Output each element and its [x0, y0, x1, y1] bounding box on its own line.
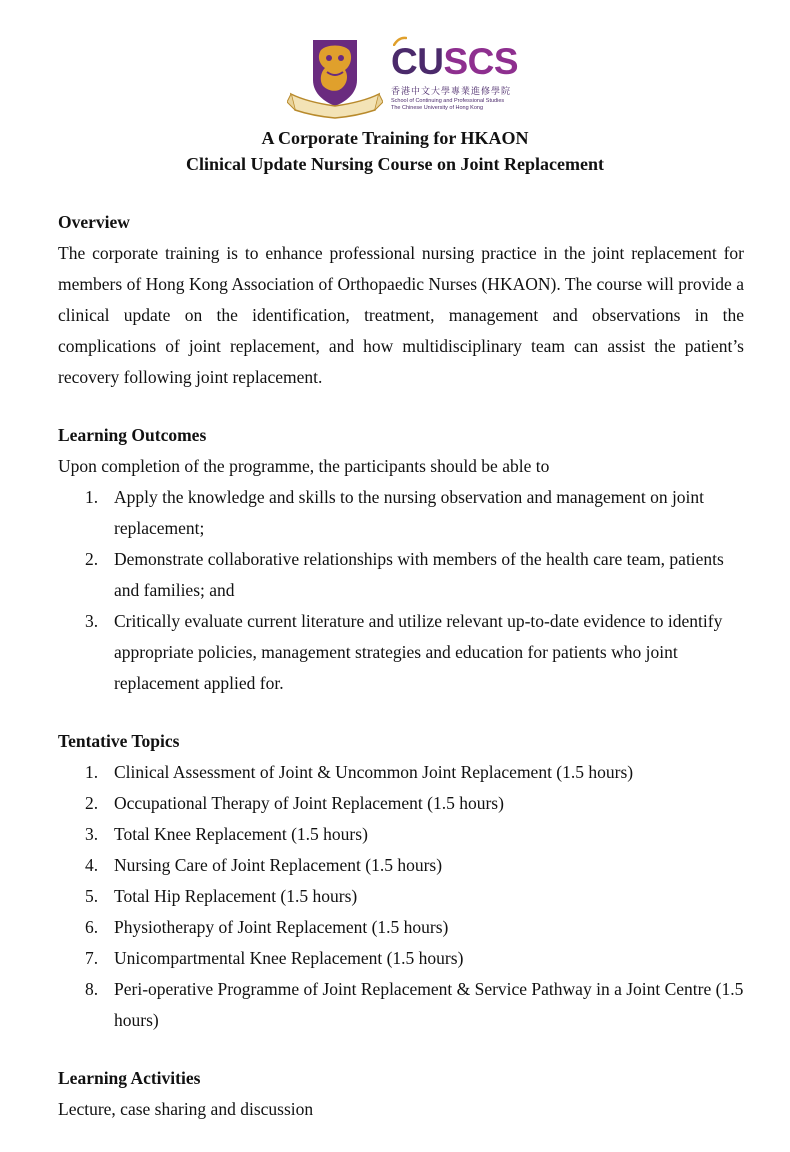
tentative-topics-list [58, 757, 744, 1036]
list-item [58, 482, 744, 544]
tentative-topics-heading: Tentative Topics [58, 731, 180, 751]
brand-cu: CU [391, 41, 444, 82]
logo-block [287, 36, 527, 120]
list-item-text: Clinical Assessment of Joint & Uncommon Joint Replacement (1.5 hours) [114, 762, 634, 782]
chinese-school-name: 香港中文大學專業進修學院 [391, 87, 512, 97]
list-item-number: 2. [85, 793, 99, 813]
list-item-text: Critically evaluate current literature and utilize relevant up-to-date evidence to identify appropriate policies, management strategies and education for patients who joint replacement applied for. [114, 611, 723, 693]
list-item-text: Unicompartmental Knee Replacement (1.5 hours) [114, 948, 464, 968]
list-item-number: 2. [85, 549, 99, 569]
list-item-text: Peri-operative Programme of Joint Replacement & Service Pathway in a Joint Centre (1.5 hours) [114, 979, 744, 1030]
overview-heading: Overview [58, 212, 130, 232]
list-item [58, 881, 744, 912]
list-item-number: 3. [85, 824, 99, 844]
list-item [58, 544, 744, 606]
document-title: A Corporate Training for HKAON [261, 128, 529, 148]
cuhk-crest-icon [287, 36, 383, 120]
list-item [58, 788, 744, 819]
list-item-text: Demonstrate collaborative relationships with members of the health care team, patients and families; and [114, 549, 724, 600]
list-item [58, 943, 744, 974]
learning-outcomes-section [58, 423, 744, 699]
list-item [58, 819, 744, 850]
overview-text: The corporate training is to enhance professional nursing practice in the joint replacement for members of Hong Kong Association of Orthopaedic Nurses (HKAON). The course will provide a clinical update on the identification, treatment, management and observations in the complications of joint replacement, and how multidisciplinary team can assist the patient’s recovery following joint replacement. [58, 243, 744, 387]
list-item-text: Physiotherapy of Joint Replacement (1.5 hours) [114, 917, 449, 937]
list-item-number: 3. [85, 611, 99, 631]
tentative-topics-section [58, 729, 744, 1036]
list-item-text: Occupational Therapy of Joint Replacement (1.5 hours) [114, 793, 504, 813]
list-item-text: Apply the knowledge and skills to the nursing observation and management on joint replacement; [114, 487, 705, 538]
list-item [58, 850, 744, 881]
brand-scs: SCS [443, 41, 519, 82]
english-school-name: School of Continuing and Professional Studies [391, 98, 505, 104]
list-item-number: 7. [85, 948, 99, 968]
english-university-name: The Chinese University of Hong Kong [391, 105, 484, 111]
list-item-number: 1. [85, 487, 99, 507]
list-item [58, 974, 744, 1036]
learning-outcomes-heading: Learning Outcomes [58, 425, 207, 445]
list-item-number: 4. [85, 855, 99, 875]
list-item-text: Nursing Care of Joint Replacement (1.5 hours) [114, 855, 443, 875]
learning-activities-section [58, 1066, 744, 1125]
list-item-text: Total Hip Replacement (1.5 hours) [114, 886, 358, 906]
overview-section [58, 210, 744, 393]
learning-outcomes-list [58, 482, 744, 699]
list-item [58, 757, 744, 788]
list-item-number: 5. [85, 886, 99, 906]
list-item-text: Total Knee Replacement (1.5 hours) [114, 824, 368, 844]
list-item [58, 912, 744, 943]
list-item-number: 1. [85, 762, 99, 782]
list-item-number: 8. [85, 979, 99, 999]
list-item-number: 6. [85, 917, 99, 937]
learning-activities-heading: Learning Activities [58, 1068, 201, 1088]
list-item [58, 606, 744, 699]
document-body [58, 210, 744, 1147]
learning-activities-text: Lecture, case sharing and discussion [58, 1099, 314, 1119]
learning-outcomes-intro: Upon completion of the programme, the participants should be able to [58, 456, 550, 476]
cuscs-brand-text [391, 42, 518, 82]
document-subtitle: Clinical Update Nursing Course on Joint Replacement [186, 154, 604, 174]
